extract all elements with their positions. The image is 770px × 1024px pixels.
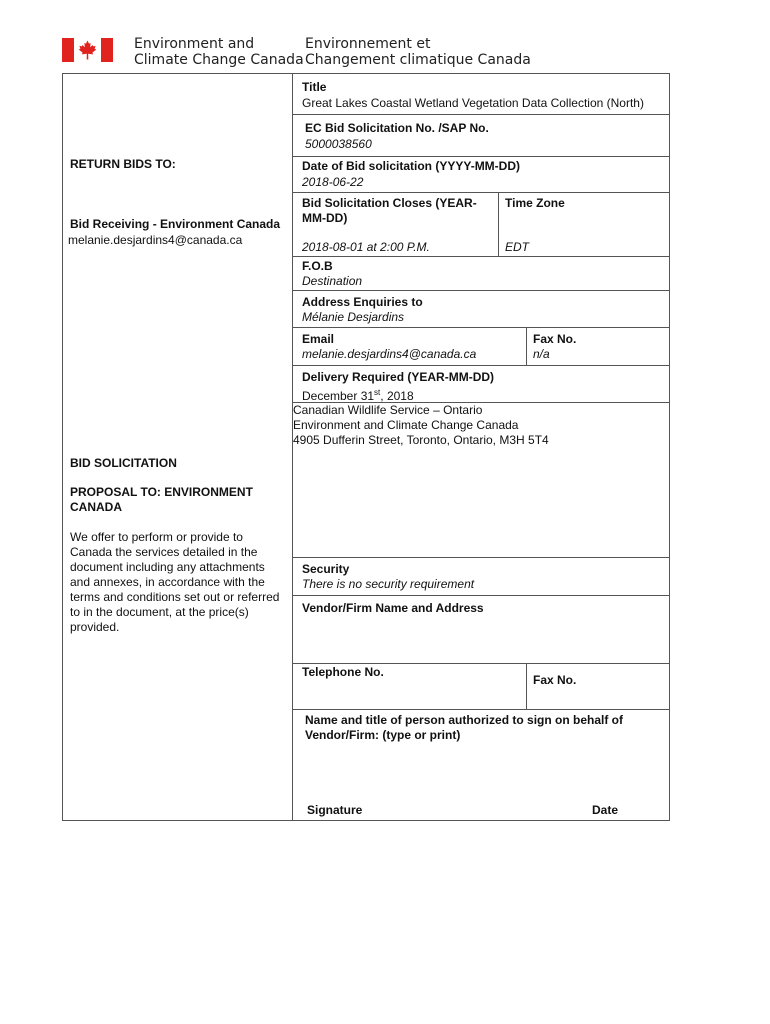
department-en-line1: Environment and [134,36,255,52]
fob-value: Destination [302,274,363,288]
email-value: melanie.desjardins4@canada.ca [302,347,477,361]
divider [292,327,670,328]
proposal-to-line1: PROPOSAL TO: ENVIRONMENT [70,485,253,499]
date-label: Date of Bid solicitation (YYYY-MM-DD) [302,159,521,173]
offer-line: Canada the services detailed in the [70,545,258,559]
department-fr-line2: Changement climatique Canada [305,52,531,68]
sap-label: EC Bid Solicitation No. /SAP No. [305,121,489,135]
timezone-value: EDT [505,240,529,254]
delivery-value [302,385,414,404]
divider [292,256,670,257]
title-label: Title [302,80,327,94]
bid-solicitation-heading: BID SOLICITATION [70,456,177,470]
closes-label-line1: Bid Solicitation Closes (YEAR- [302,196,477,210]
delivery-date-suffix: st [374,388,381,397]
offer-line: and annexes, in accordance with the [70,575,265,589]
bid-receiving: Bid Receiving - Environment Canada [70,217,281,231]
proposal-to-line2: CANADA [70,500,122,514]
department-name-en [134,36,304,68]
offer-line: to in the document, at the price(s) [70,605,249,619]
return-bids-label: RETURN BIDS TO: [70,157,176,171]
fax-value: n/a [533,347,550,361]
security-value: There is no security requirement [302,577,475,591]
timezone-label: Time Zone [505,196,565,210]
divider [292,290,670,291]
authorized-person-label [305,713,623,743]
email-label: Email [302,332,335,346]
flag-right-bar [101,38,113,62]
date-value: 2018-06-22 [302,175,364,189]
enquiries-label: Address Enquiries to [302,295,423,309]
authorized-line1: Name and title of person authorized to sign on behalf of [305,713,624,727]
sap-value: 5000038560 [305,137,372,151]
offer-line: terms and conditions set out or referred [70,590,280,604]
delivery-label: Delivery Required (YEAR-MM-DD) [302,370,495,384]
maple-leaf-icon [77,40,98,60]
divider-fax [526,327,527,365]
divider [292,192,670,193]
delivery-date: December 31 [302,389,375,403]
flag-left-bar [62,38,74,62]
offer-line: provided. [70,620,120,634]
offer-line: We offer to perform or provide to [70,530,243,544]
closes-value: 2018-08-01 at 2:00 P.M. [302,240,430,254]
divider [292,114,670,115]
proposal-to-heading [70,485,253,515]
divider [292,365,670,366]
department-en-line2: Climate Change Canada [134,52,304,68]
enquiries-value: Mélanie Desjardins [302,310,405,324]
signature-label: Signature [307,803,363,817]
fob-label: F.O.B [302,259,333,273]
divider [292,156,670,157]
authorized-line2: Vendor/Firm: (type or print) [305,728,461,742]
divider-timezone [498,192,499,256]
security-label: Security [302,562,350,576]
divider [292,709,670,710]
offer-paragraph [70,530,279,635]
department-fr-line1: Environnement et [305,36,431,52]
address-line: Canadian Wildlife Service – Ontario [293,403,483,417]
offer-line: document including any attachments [70,560,265,574]
department-name-fr [305,36,531,68]
address-line: 4905 Dufferin Street, Toronto, Ontario, M3H 5T4 [293,433,549,447]
vendor-label: Vendor/Firm Name and Address [302,601,484,615]
fax-label: Fax No. [533,332,577,346]
vendor-fax-label: Fax No. [533,673,577,687]
delivery-address [293,403,549,448]
divider-vendor-fax [526,663,527,709]
return-email: melanie.desjardins4@canada.ca [68,233,243,247]
title-value: Great Lakes Coastal Wetland Vegetation Data Collection (North) [302,96,644,110]
divider [292,595,670,596]
address-line: Environment and Climate Change Canada [293,418,519,432]
canada-flag-logo [62,38,113,62]
date-sign-label: Date [592,803,619,817]
divider [292,663,670,664]
closes-label [302,196,477,226]
closes-label-line2: MM-DD) [302,211,348,225]
telephone-label: Telephone No. [302,665,384,679]
delivery-year: , 2018 [380,389,414,403]
divider [292,557,670,558]
